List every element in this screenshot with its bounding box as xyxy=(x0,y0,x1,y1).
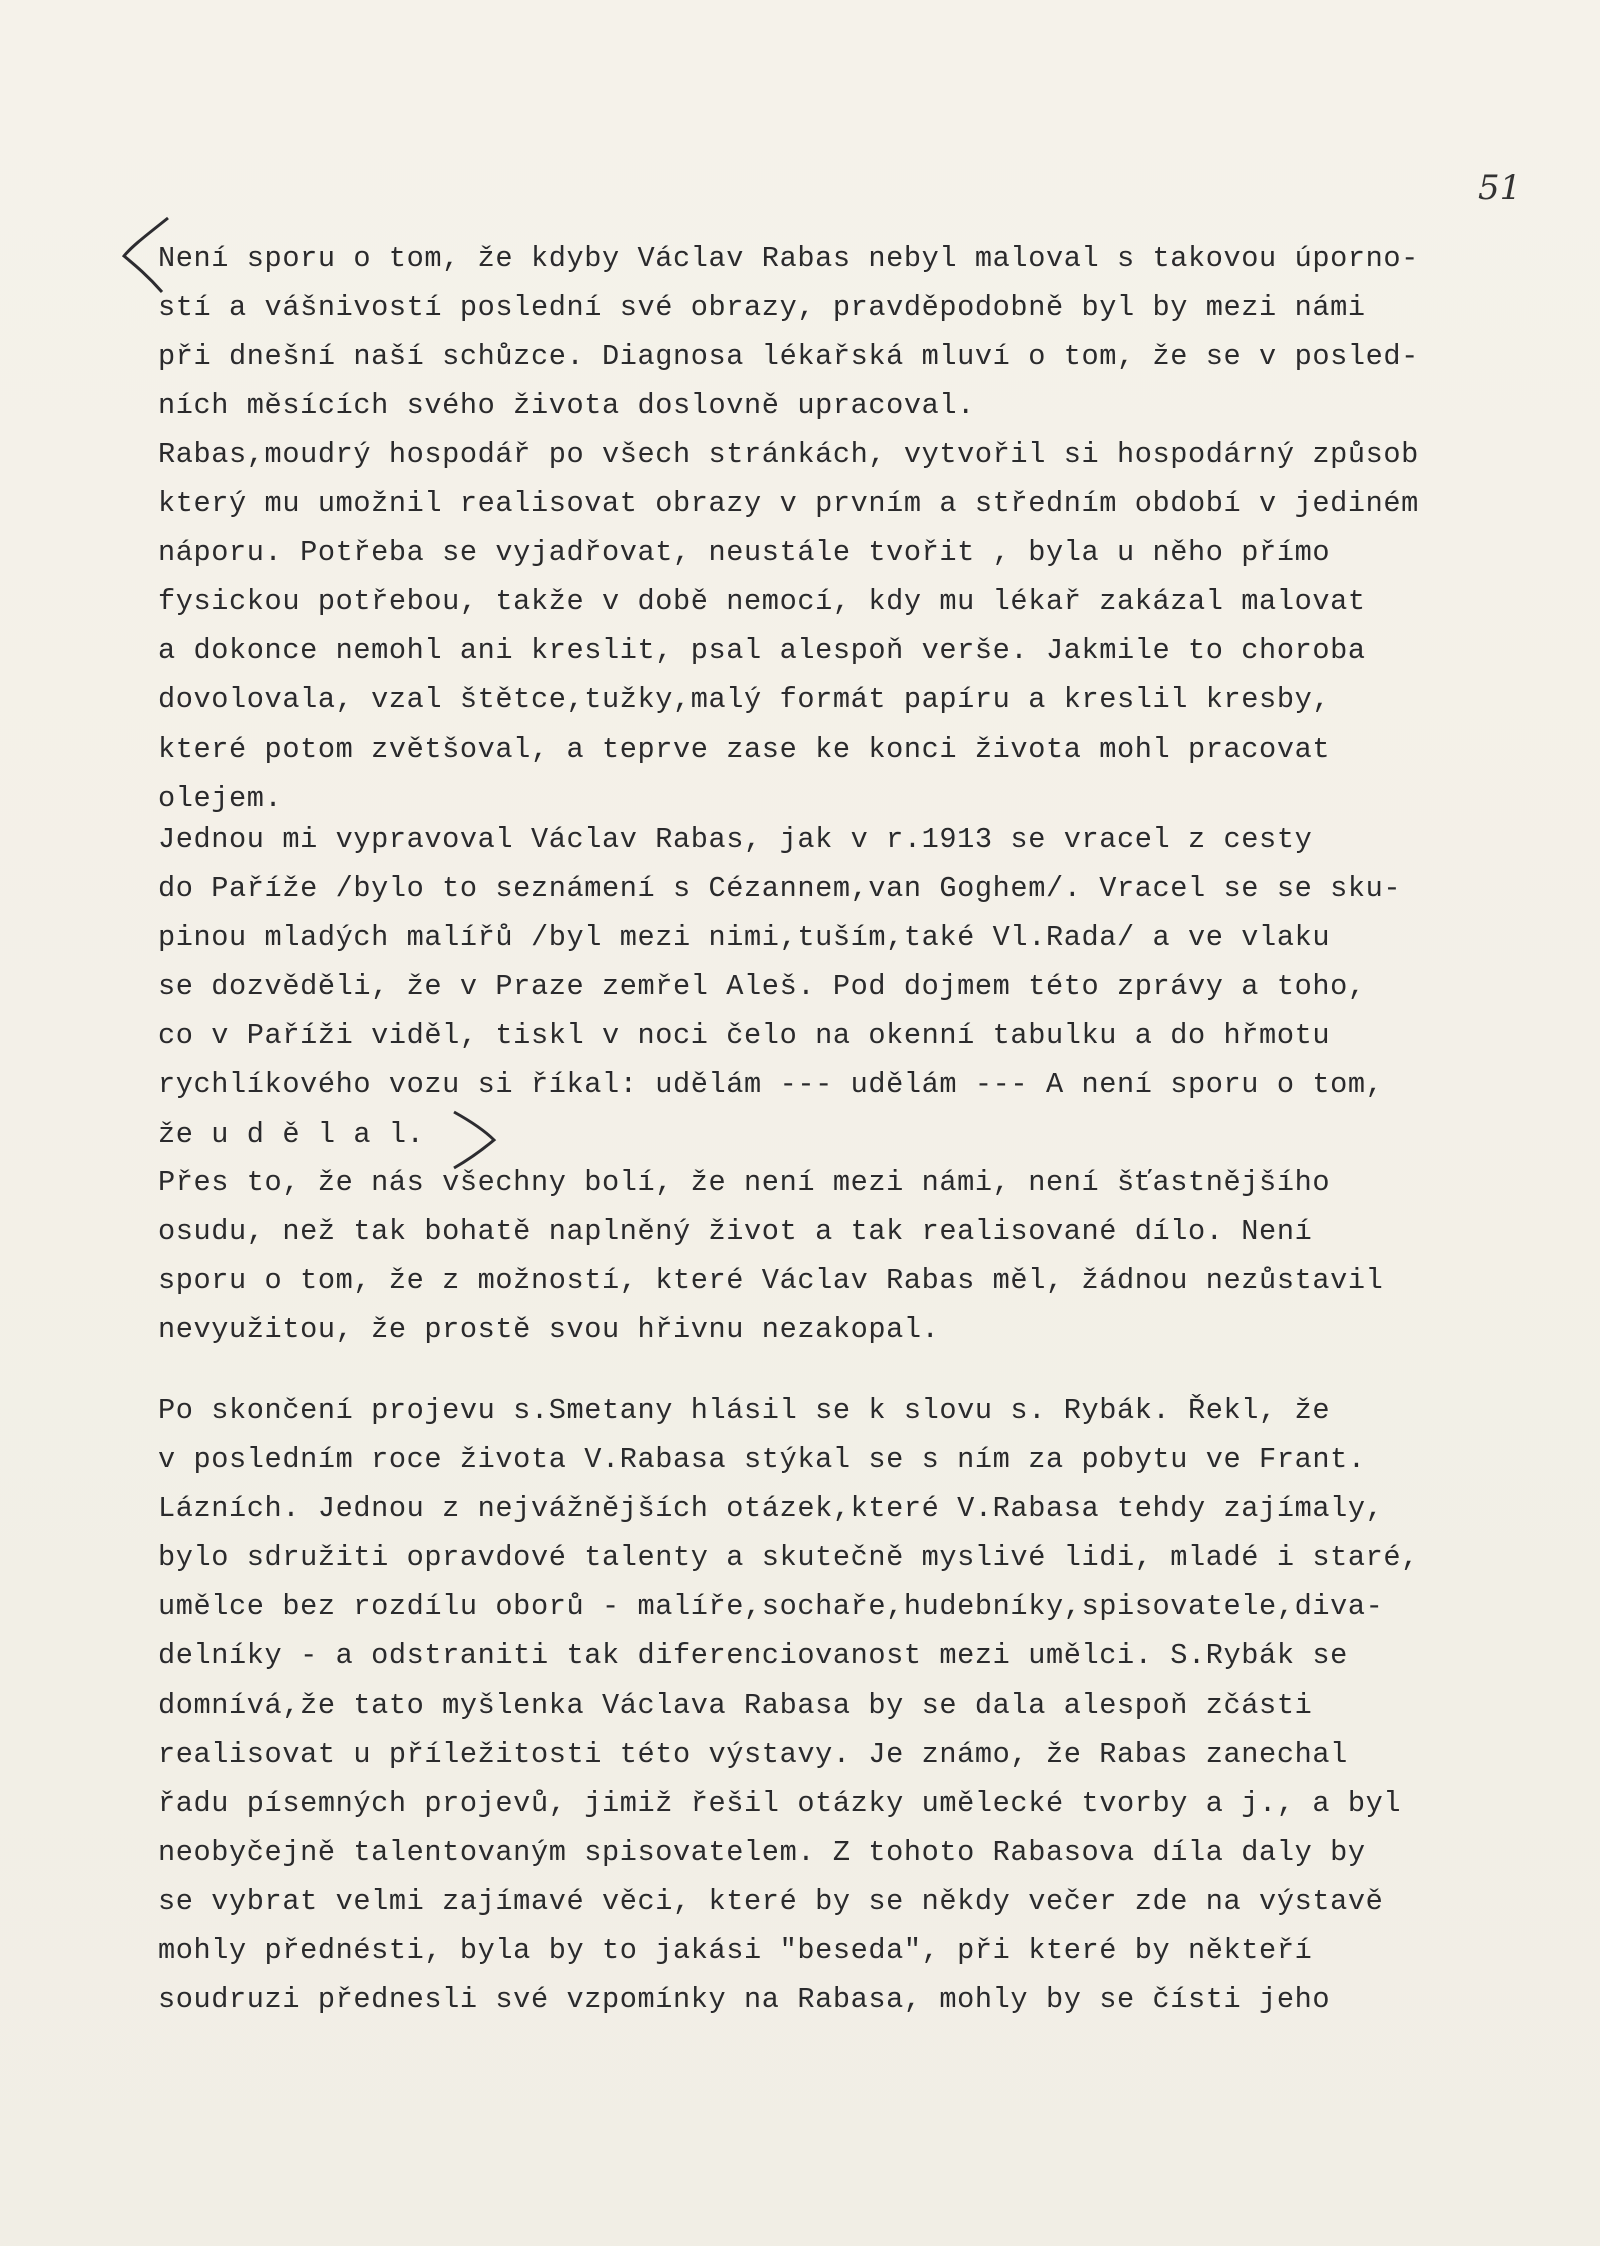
paragraph-3 xyxy=(158,815,1558,1159)
text-line: delníky - a odstraniti tak diferenciovanost mezi umělci. S.Rybák se xyxy=(158,1639,1348,1673)
text-line: v posledním roce života V.Rabasa stýkal se s ním za pobytu ve Frant. xyxy=(158,1443,1366,1477)
text-line: bylo sdružiti opravdové talenty a skutečně myslivé lidi, mladé i staré, xyxy=(158,1541,1419,1575)
text-line: realisovat u příležitosti této výstavy. Je známo, že Rabas zanechal xyxy=(158,1737,1348,1771)
text-line: sporu o tom, že z možností, které Václav Rabas měl, žádnou nezůstavil xyxy=(158,1264,1384,1298)
text-line: rychlíkového vozu si říkal: udělám --- udělám --- A není sporu o tom, xyxy=(158,1068,1384,1102)
text-line: domnívá,že tato myšlenka Václava Rabasa by se dala alespoň zčásti xyxy=(158,1688,1313,1722)
text-line: Rabas,moudrý hospodář po všech stránkách, vytvořil si hospodárný způsob xyxy=(158,438,1419,471)
text-line: Po skončení projevu s.Smetany hlásil se k slovu s. Rybák. Řekl, že xyxy=(158,1394,1331,1427)
text-line: Lázních. Jednou z nejvážnějších otázek,které V.Rabasa tehdy zajímaly, xyxy=(158,1492,1384,1526)
paragraph-5 xyxy=(158,1386,1558,2024)
text-line: pinou mladých malířů /byl mezi nimi,tuším,také Vl.Rada/ a ve vlaku xyxy=(158,921,1331,955)
text-line: Jednou mi vypravoval Václav Rabas, jak v r.1913 se vracel z cesty xyxy=(158,823,1313,856)
page-number: 51 xyxy=(1478,168,1522,208)
text-line: řadu písemných projevů, jimiž řešil otázky umělecké tvorby a j., a byl xyxy=(158,1786,1402,1820)
text-line: dovolovala, vzal štětce,tužky,malý formát papíru a kreslil kresby, xyxy=(158,683,1331,717)
text-line: nevyužitou, že prostě svou hřivnu nezakopal. xyxy=(158,1313,940,1347)
text-line: který mu umožnil realisovat obrazy v prvním a středním období v jediném xyxy=(158,487,1419,521)
text-line: neobyčejně talentovaným spisovatelem. Z tohoto Rabasova díla daly by xyxy=(158,1835,1366,1869)
text-line: se dozvěděli, že v Praze zemřel Aleš. Pod dojmem této zprávy a toho, xyxy=(158,970,1366,1004)
text-line: co v Paříži viděl, tiskl v noci čelo na okenní tabulku a do hřmotu xyxy=(158,1019,1331,1053)
text-line: do Paříže /bylo to seznámení s Cézannem,van Goghem/. Vracel se se sku- xyxy=(158,872,1402,906)
text-line: soudruzi přednesli své vzpomínky na Rabasa, mohly by se čísti jeho xyxy=(158,1983,1331,2017)
text-line: že u d ě l a l. xyxy=(158,1117,425,1151)
text-line: stí a vášnivostí poslední své obrazy, pravděpodobně byl by mezi námi xyxy=(158,291,1366,325)
text-line: Není sporu o tom, že kdyby Václav Rabas nebyl maloval s takovou úporno- xyxy=(158,242,1419,275)
text-line: při dnešní naší schůzce. Diagnosa lékařská mluví o tom, že se v posled- xyxy=(158,340,1419,374)
text-line: které potom zvětšoval, a teprve zase ke konci života mohl pracovat xyxy=(158,732,1331,766)
paragraph-4 xyxy=(158,1158,1558,1354)
text-line: umělce bez rozdílu oborů - malíře,sochaře,hudebníky,spisovatele,diva- xyxy=(158,1590,1384,1624)
paragraph-2 xyxy=(158,430,1558,823)
text-line: mohly přednésti, byla by to jakási "beseda", při které by někteří xyxy=(158,1934,1313,1968)
text-line: olejem. xyxy=(158,781,283,815)
text-line: Přes to, že nás všechny bolí, že není mezi námi, není šťastnějšího xyxy=(158,1166,1331,1199)
text-line: osudu, než tak bohatě naplněný život a tak realisované dílo. Není xyxy=(158,1215,1313,1249)
text-line: fysickou potřebou, takže v době nemocí, kdy mu lékař zakázal malovat xyxy=(158,585,1366,619)
paragraph-1 xyxy=(158,234,1558,430)
text-line: a dokonce nemohl ani kreslit, psal alespoň verše. Jakmile to choroba xyxy=(158,634,1366,668)
text-line: náporu. Potřeba se vyjadřovat, neustále tvořit , byla u něho přímo xyxy=(158,536,1331,570)
text-line: se vybrat velmi zajímavé věci, které by se někdy večer zde na výstavě xyxy=(158,1884,1384,1918)
text-line: ních měsících svého života doslovně upracoval. xyxy=(158,389,975,423)
